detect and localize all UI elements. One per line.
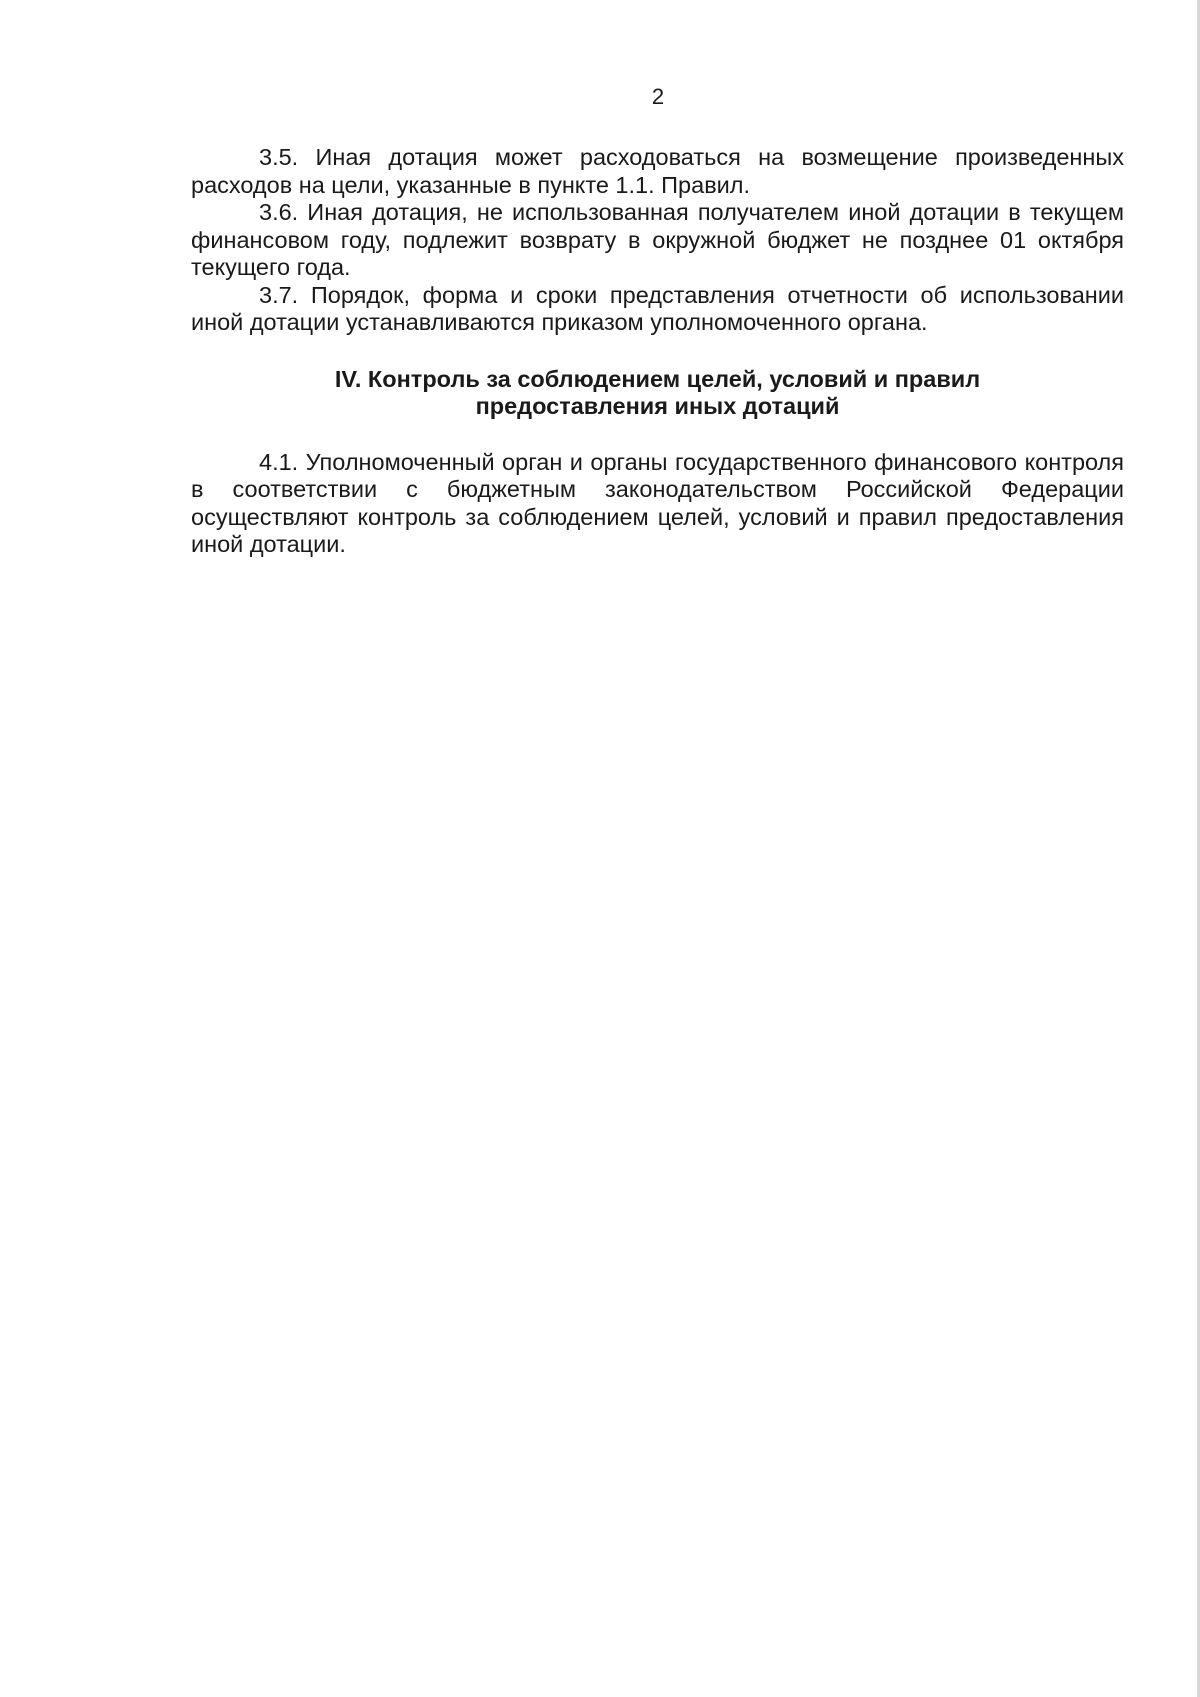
- page-number: 2: [651, 84, 665, 109]
- paragraph-4-1: 4.1. Уполномоченный орган и органы государственного финансового контроля в соответствии с бюджетным законодательством Российской Федерации осуществляют контроль за соблюдением целей, условий и правил предоставления иной дотации.: [191, 448, 1124, 557]
- section-heading: [191, 366, 1124, 421]
- document-body: [191, 144, 1124, 559]
- section-heading-line-1: IV. Контроль за соблюдением целей, условий и правил: [334, 365, 981, 392]
- section-heading-line-2: предоставления иных дотаций: [475, 393, 840, 419]
- paragraph-3-5: 3.5. Иная дотация может расходоваться на возмещение произведенных расходов на цели, указанные в пункте 1.1. Правил.: [191, 144, 1124, 198]
- paragraph-3-7: 3.7. Порядок, форма и сроки представления отчетности об использовании иной дотации устанавливаются приказом уполномоченного органа.: [191, 281, 1124, 335]
- paragraph-3-6: 3.6. Иная дотация, не использованная получателем иной дотации в текущем финансовом году, подлежит возврату в окружной бюджет не позднее 01 октября текущего года.: [191, 199, 1124, 280]
